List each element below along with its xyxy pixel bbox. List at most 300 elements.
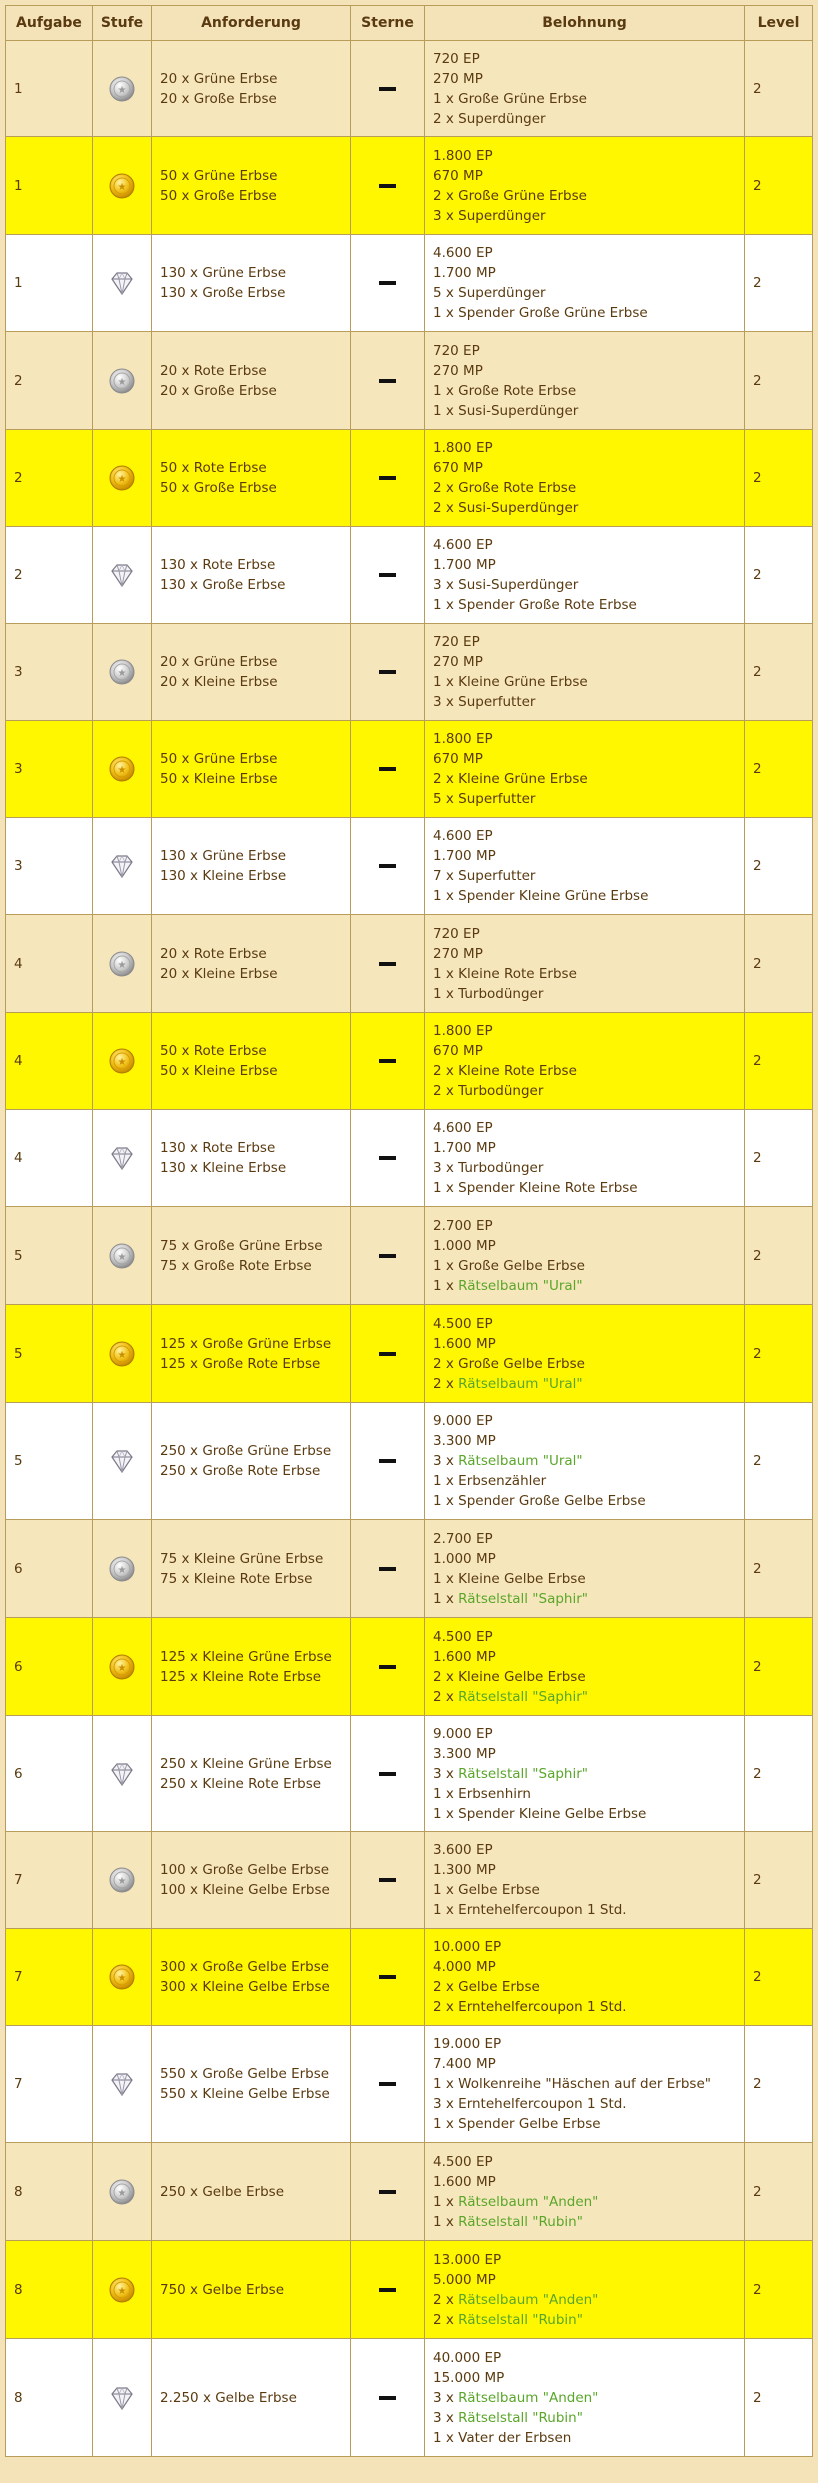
reward-line: 3.300 MP xyxy=(433,1745,496,1762)
dash-icon xyxy=(379,2082,396,2086)
cell-sterne xyxy=(351,1013,425,1110)
table-row xyxy=(6,1110,813,1207)
table-row xyxy=(6,2241,813,2339)
cell-belohnung xyxy=(425,1716,745,1832)
table-row xyxy=(6,41,813,137)
reward-quantity: 3 x xyxy=(433,1453,459,1469)
requirement-line: 75 x Große Rote Erbse xyxy=(160,1257,312,1274)
header-sterne: Sterne xyxy=(351,6,425,41)
cell-belohnung xyxy=(425,41,745,137)
diamond-icon xyxy=(108,567,136,583)
cell-stufe xyxy=(93,1832,152,1929)
dash-icon xyxy=(379,1878,396,1882)
reward-line: 270 MP xyxy=(433,945,483,962)
cell-belohnung xyxy=(425,137,745,235)
reward-line: 1 x Spender Große Gelbe Erbse xyxy=(433,1493,646,1509)
reward-line: 10.000 EP xyxy=(433,1939,502,1955)
cell-aufgabe: 1 xyxy=(6,235,93,332)
cell-belohnung xyxy=(425,2241,745,2339)
dash-icon xyxy=(379,184,396,188)
cell-sterne xyxy=(351,1929,425,2026)
reward-line xyxy=(433,2310,736,2330)
cell-aufgabe: 5 xyxy=(6,1305,93,1403)
reward-line: 2 x Gelbe Erbse xyxy=(433,1979,540,1995)
svg-text:★: ★ xyxy=(117,1251,127,1263)
reward-link[interactable]: Rätselstall "Rubin" xyxy=(458,2213,583,2230)
reward-line: 1 x Kleine Gelbe Erbse xyxy=(433,1570,586,1587)
reward-line: 2 x Große Gelbe Erbse xyxy=(433,1355,585,1372)
reward-line: 1 x Gelbe Erbse xyxy=(433,1882,540,1898)
reward-line: 13.000 EP xyxy=(433,2251,502,2268)
reward-line: 1 x Spender Gelbe Erbse xyxy=(433,2116,601,2132)
dash-icon xyxy=(379,1567,396,1571)
reward-line: 19.000 EP xyxy=(433,2036,502,2052)
cell-anforderung xyxy=(152,1110,351,1207)
cell-sterne xyxy=(351,1520,425,1618)
gold-medal-icon xyxy=(108,178,136,194)
table-row xyxy=(6,137,813,235)
dash-icon xyxy=(379,767,396,771)
requirement-line: 300 x Kleine Gelbe Erbse xyxy=(160,1979,330,1995)
cell-stufe xyxy=(93,332,152,430)
requirement-line: 250 x Kleine Grüne Erbse xyxy=(160,1755,332,1772)
reward-line: 3.600 EP xyxy=(433,1842,493,1858)
cell-anforderung xyxy=(152,2026,351,2143)
dash-icon xyxy=(379,476,396,480)
reward-line: 1 x Spender Kleine Grüne Erbse xyxy=(433,888,649,904)
reward-line: 1 x Erbsenhirn xyxy=(433,1785,531,1802)
reward-link[interactable]: Rätselstall "Rubin" xyxy=(458,2311,583,2328)
cell-stufe xyxy=(93,527,152,624)
cell-stufe xyxy=(93,1305,152,1403)
svg-text:★: ★ xyxy=(117,1973,127,1984)
reward-line: 1.000 MP xyxy=(433,1550,496,1567)
table-row xyxy=(6,1305,813,1403)
reward-line: 9.000 EP xyxy=(433,1725,493,1742)
cell-sterne xyxy=(351,2339,425,2457)
reward-line: 15.000 MP xyxy=(433,2369,505,2386)
svg-text:★: ★ xyxy=(117,376,127,388)
header-aufgabe: Aufgabe xyxy=(6,6,93,41)
silver-medal-icon xyxy=(108,81,136,97)
cell-sterne xyxy=(351,1832,425,1929)
requirement-line: 550 x Große Gelbe Erbse xyxy=(160,2066,330,2082)
requirement-line: 130 x Rote Erbse xyxy=(160,1140,276,1156)
cell-sterne xyxy=(351,624,425,721)
reward-line: 1 x Große Grüne Erbse xyxy=(433,90,587,107)
header-row xyxy=(6,6,813,41)
reward-line: 5 x Superdünger xyxy=(433,285,546,301)
reward-link[interactable]: Rätselstall "Saphir" xyxy=(458,1590,588,1607)
diamond-icon xyxy=(108,2390,136,2406)
cell-anforderung xyxy=(152,1716,351,1832)
svg-text:★: ★ xyxy=(117,1662,127,1674)
cell-anforderung xyxy=(152,41,351,137)
cell-anforderung xyxy=(152,1929,351,2026)
silver-medal-icon xyxy=(108,1872,136,1888)
reward-line: 1 x Spender Kleine Gelbe Erbse xyxy=(433,1805,647,1822)
cell-aufgabe: 4 xyxy=(6,1013,93,1110)
cell-sterne xyxy=(351,332,425,430)
table-row xyxy=(6,818,813,915)
cell-anforderung xyxy=(152,1618,351,1716)
svg-text:★: ★ xyxy=(117,1057,127,1068)
gold-medal-icon xyxy=(108,1659,136,1675)
cell-belohnung xyxy=(425,1520,745,1618)
cell-sterne xyxy=(351,915,425,1013)
reward-line: 7 x Superfutter xyxy=(433,868,536,884)
cell-level: 2 xyxy=(745,818,813,915)
reward-quantity: 2 x xyxy=(433,1375,459,1392)
requirement-line: 250 x Große Grüne Erbse xyxy=(160,1443,332,1459)
cell-level: 2 xyxy=(745,2026,813,2143)
reward-quantity: 2 x xyxy=(433,2291,459,2308)
cell-sterne xyxy=(351,1207,425,1305)
svg-text:★: ★ xyxy=(117,2285,127,2297)
reward-line: 720 EP xyxy=(433,925,480,942)
cell-belohnung xyxy=(425,1207,745,1305)
table-row xyxy=(6,721,813,818)
table-row xyxy=(6,1832,813,1929)
reward-line: 1 x Erbsenzähler xyxy=(433,1473,547,1489)
reward-line: 2 x Große Grüne Erbse xyxy=(433,187,587,204)
cell-stufe xyxy=(93,2026,152,2143)
dash-icon xyxy=(379,281,396,285)
cell-belohnung xyxy=(425,1929,745,2026)
reward-line: 1.700 MP xyxy=(433,265,496,281)
dash-icon xyxy=(379,864,396,868)
cell-stufe xyxy=(93,41,152,137)
reward-line: 1 x Kleine Rote Erbse xyxy=(433,965,577,982)
cell-aufgabe: 7 xyxy=(6,1929,93,2026)
reward-line xyxy=(433,2290,736,2310)
cell-anforderung xyxy=(152,1520,351,1618)
reward-line xyxy=(433,2388,736,2408)
cell-sterne xyxy=(351,235,425,332)
reward-line: 2 x Superdünger xyxy=(433,110,546,127)
reward-line: 1 x Vater der Erbsen xyxy=(433,2429,572,2446)
reward-link[interactable]: Rätselbaum "Ural" xyxy=(458,1277,583,1294)
svg-text:★: ★ xyxy=(117,1564,127,1576)
cell-sterne xyxy=(351,818,425,915)
reward-line: 5.000 MP xyxy=(433,2271,496,2288)
svg-text:★: ★ xyxy=(117,959,127,971)
reward-line: 2 x Kleine Grüne Erbse xyxy=(433,771,588,787)
cell-aufgabe: 3 xyxy=(6,721,93,818)
cell-level: 2 xyxy=(745,235,813,332)
requirement-line: 125 x Kleine Grüne Erbse xyxy=(160,1648,332,1665)
cell-anforderung xyxy=(152,818,351,915)
table-row xyxy=(6,1403,813,1520)
table-row xyxy=(6,2339,813,2457)
reward-line: 3 x Superfutter xyxy=(433,694,536,710)
cell-sterne xyxy=(351,41,425,137)
cell-sterne xyxy=(351,1110,425,1207)
cell-aufgabe: 2 xyxy=(6,527,93,624)
cell-anforderung xyxy=(152,1832,351,1929)
cell-stufe xyxy=(93,430,152,527)
reward-link[interactable]: Rätselbaum "Anden" xyxy=(458,2193,599,2210)
cell-belohnung xyxy=(425,2143,745,2241)
cell-level: 2 xyxy=(745,1618,813,1716)
requirement-line: 50 x Kleine Erbse xyxy=(160,771,278,787)
requirement-line: 2.250 x Gelbe Erbse xyxy=(160,2389,297,2406)
reward-line xyxy=(433,1764,736,1784)
cell-aufgabe: 3 xyxy=(6,818,93,915)
cell-aufgabe: 7 xyxy=(6,1832,93,1929)
silver-medal-icon xyxy=(108,664,136,680)
reward-quantity: 2 x xyxy=(433,2311,459,2328)
cell-sterne xyxy=(351,1305,425,1403)
cell-level: 2 xyxy=(745,2241,813,2339)
requirement-line: 750 x Gelbe Erbse xyxy=(160,2281,285,2298)
svg-text:★: ★ xyxy=(117,1876,127,1887)
dash-icon xyxy=(379,2396,396,2400)
cell-belohnung xyxy=(425,1110,745,1207)
reward-line: 2 x Turbodünger xyxy=(433,1083,544,1099)
svg-text:★: ★ xyxy=(117,668,127,679)
cell-belohnung xyxy=(425,332,745,430)
cell-anforderung xyxy=(152,1403,351,1520)
reward-line: 2.700 EP xyxy=(433,1530,493,1547)
cell-belohnung xyxy=(425,1618,745,1716)
cell-aufgabe: 3 xyxy=(6,624,93,721)
requirement-line: 100 x Kleine Gelbe Erbse xyxy=(160,1882,330,1898)
quest-table xyxy=(5,5,813,2457)
cell-level: 2 xyxy=(745,1110,813,1207)
gold-medal-icon xyxy=(108,1053,136,1069)
svg-text:★: ★ xyxy=(117,765,127,776)
cell-aufgabe: 5 xyxy=(6,1207,93,1305)
requirement-line: 130 x Kleine Erbse xyxy=(160,1160,287,1176)
svg-text:★: ★ xyxy=(117,1349,127,1361)
reward-link[interactable]: Rätselbaum "Anden" xyxy=(458,2291,599,2308)
reward-line: 4.600 EP xyxy=(433,245,493,261)
cell-aufgabe: 2 xyxy=(6,430,93,527)
cell-stufe xyxy=(93,235,152,332)
requirement-line: 125 x Kleine Rote Erbse xyxy=(160,1668,322,1685)
cell-belohnung xyxy=(425,430,745,527)
requirement-line: 50 x Große Erbse xyxy=(160,187,277,204)
reward-link[interactable]: Rätselstall "Saphir" xyxy=(458,1688,588,1705)
table-row xyxy=(6,2026,813,2143)
dash-icon xyxy=(379,1059,396,1063)
cell-stufe xyxy=(93,1520,152,1618)
cell-level: 2 xyxy=(745,1207,813,1305)
cell-stufe xyxy=(93,1716,152,1832)
reward-line: 3 x Erntehelfercoupon 1 Std. xyxy=(433,2096,627,2112)
table-row xyxy=(6,430,813,527)
reward-line: 720 EP xyxy=(433,634,480,650)
reward-line: 3.300 MP xyxy=(433,1433,496,1449)
dash-icon xyxy=(379,1459,396,1463)
cell-level: 2 xyxy=(745,137,813,235)
reward-line: 1 x Wolkenreihe "Häschen auf der Erbse" xyxy=(433,2076,711,2092)
cell-level: 2 xyxy=(745,1716,813,1832)
cell-aufgabe: 8 xyxy=(6,2339,93,2457)
cell-sterne xyxy=(351,1403,425,1520)
cell-stufe xyxy=(93,1618,152,1716)
cell-level: 2 xyxy=(745,1403,813,1520)
reward-line: 4.500 EP xyxy=(433,2153,493,2170)
header-stufe: Stufe xyxy=(93,6,152,41)
dash-icon xyxy=(379,1975,396,1979)
cell-belohnung xyxy=(425,2026,745,2143)
reward-link[interactable]: Rätselstall "Rubin" xyxy=(458,2409,583,2426)
dash-icon xyxy=(379,87,396,91)
cell-anforderung xyxy=(152,235,351,332)
cell-sterne xyxy=(351,137,425,235)
reward-quantity: 1 x xyxy=(433,2213,459,2230)
reward-line: 670 MP xyxy=(433,167,483,184)
cell-stufe xyxy=(93,137,152,235)
reward-line: 1 x Erntehelfercoupon 1 Std. xyxy=(433,1902,627,1918)
requirement-line: 75 x Kleine Grüne Erbse xyxy=(160,1550,324,1567)
dash-icon xyxy=(379,1665,396,1669)
table-row xyxy=(6,332,813,430)
dash-icon xyxy=(379,1772,396,1776)
reward-line: 1 x Große Gelbe Erbse xyxy=(433,1257,585,1274)
cell-belohnung xyxy=(425,1832,745,1929)
cell-stufe xyxy=(93,818,152,915)
reward-line xyxy=(433,2212,736,2232)
reward-quantity: 1 x xyxy=(433,2193,459,2210)
cell-stufe xyxy=(93,1207,152,1305)
reward-line: 3 x Susi-Superdünger xyxy=(433,577,579,593)
header-anforderung: Anforderung xyxy=(152,6,351,41)
cell-belohnung xyxy=(425,1013,745,1110)
cell-sterne xyxy=(351,527,425,624)
reward-quantity: 3 x xyxy=(433,2409,459,2426)
table-row xyxy=(6,1929,813,2026)
table-row xyxy=(6,1618,813,1716)
cell-anforderung xyxy=(152,430,351,527)
requirement-line: 75 x Große Grüne Erbse xyxy=(160,1237,323,1254)
reward-line: 270 MP xyxy=(433,654,483,670)
requirement-line: 300 x Große Gelbe Erbse xyxy=(160,1959,330,1975)
cell-anforderung xyxy=(152,137,351,235)
reward-link[interactable]: Rätselbaum "Ural" xyxy=(458,1375,583,1392)
requirement-line: 20 x Rote Erbse xyxy=(160,362,267,379)
requirement-line: 130 x Große Erbse xyxy=(160,577,286,593)
dash-icon xyxy=(379,379,396,383)
gold-medal-icon xyxy=(108,1969,136,1985)
reward-link[interactable]: Rätselstall "Saphir" xyxy=(458,1765,588,1782)
requirement-line: 130 x Rote Erbse xyxy=(160,557,276,573)
cell-aufgabe: 8 xyxy=(6,2241,93,2339)
reward-line: 4.600 EP xyxy=(433,537,493,553)
cell-aufgabe: 7 xyxy=(6,2026,93,2143)
cell-aufgabe: 6 xyxy=(6,1520,93,1618)
cell-stufe xyxy=(93,1110,152,1207)
cell-sterne xyxy=(351,1716,425,1832)
reward-line: 1 x Susi-Superdünger xyxy=(433,402,579,419)
cell-level: 2 xyxy=(745,430,813,527)
cell-stufe xyxy=(93,2143,152,2241)
reward-quantity: 3 x xyxy=(433,2389,459,2406)
requirement-line: 250 x Gelbe Erbse xyxy=(160,2183,285,2200)
cell-level: 2 xyxy=(745,2339,813,2457)
cell-aufgabe: 5 xyxy=(6,1403,93,1520)
cell-aufgabe: 4 xyxy=(6,1110,93,1207)
reward-line: 7.400 MP xyxy=(433,2056,496,2072)
cell-level: 2 xyxy=(745,1013,813,1110)
reward-line: 2.700 EP xyxy=(433,1217,493,1234)
cell-aufgabe: 8 xyxy=(6,2143,93,2241)
reward-line: 1.600 MP xyxy=(433,1335,496,1352)
reward-line: 1.700 MP xyxy=(433,557,496,573)
reward-link[interactable]: Rätselbaum "Ural" xyxy=(458,1453,583,1469)
requirement-line: 20 x Große Erbse xyxy=(160,90,277,107)
cell-belohnung xyxy=(425,527,745,624)
cell-anforderung xyxy=(152,915,351,1013)
reward-link[interactable]: Rätselbaum "Anden" xyxy=(458,2389,599,2406)
cell-level: 2 xyxy=(745,915,813,1013)
diamond-icon xyxy=(108,858,136,874)
requirement-line: 75 x Kleine Rote Erbse xyxy=(160,1570,313,1587)
silver-medal-icon xyxy=(108,2184,136,2200)
reward-line: 3 x Superdünger xyxy=(433,207,546,224)
cell-stufe xyxy=(93,1013,152,1110)
cell-level: 2 xyxy=(745,721,813,818)
cell-level: 2 xyxy=(745,1305,813,1403)
cell-anforderung xyxy=(152,2241,351,2339)
cell-belohnung xyxy=(425,818,745,915)
cell-belohnung xyxy=(425,2339,745,2457)
cell-level: 2 xyxy=(745,2143,813,2241)
reward-line: 9.000 EP xyxy=(433,1413,493,1429)
reward-line: 4.600 EP xyxy=(433,1120,493,1136)
dash-icon xyxy=(379,2288,396,2292)
reward-line xyxy=(433,1276,736,1296)
reward-line: 1.800 EP xyxy=(433,440,493,456)
cell-stufe xyxy=(93,1403,152,1520)
cell-aufgabe: 1 xyxy=(6,137,93,235)
reward-line: 2 x Erntehelfercoupon 1 Std. xyxy=(433,1999,627,2015)
reward-line xyxy=(433,2408,736,2428)
cell-anforderung xyxy=(152,1207,351,1305)
cell-sterne xyxy=(351,2241,425,2339)
reward-line: 1 x Spender Große Grüne Erbse xyxy=(433,305,648,321)
dash-icon xyxy=(379,670,396,674)
cell-belohnung xyxy=(425,1305,745,1403)
cell-stufe xyxy=(93,2241,152,2339)
dash-icon xyxy=(379,1254,396,1258)
reward-line: 2 x Kleine Gelbe Erbse xyxy=(433,1668,586,1685)
reward-quantity: 1 x xyxy=(433,1277,459,1294)
requirement-line: 125 x Große Grüne Erbse xyxy=(160,1335,332,1352)
requirement-line: 130 x Grüne Erbse xyxy=(160,265,287,281)
table-row xyxy=(6,624,813,721)
reward-line: 1.800 EP xyxy=(433,147,493,164)
cell-anforderung xyxy=(152,332,351,430)
silver-medal-icon xyxy=(108,1248,136,1264)
cell-belohnung xyxy=(425,721,745,818)
silver-medal-icon xyxy=(108,1561,136,1577)
reward-line: 1.600 MP xyxy=(433,1648,496,1665)
requirement-line: 125 x Große Rote Erbse xyxy=(160,1355,321,1372)
silver-medal-icon xyxy=(108,373,136,389)
requirement-line: 20 x Kleine Erbse xyxy=(160,674,278,690)
cell-level: 2 xyxy=(745,332,813,430)
reward-line: 1 x Spender Große Rote Erbse xyxy=(433,597,637,613)
cell-stufe xyxy=(93,1929,152,2026)
cell-stufe xyxy=(93,624,152,721)
cell-stufe xyxy=(93,721,152,818)
cell-belohnung xyxy=(425,235,745,332)
header-level: Level xyxy=(745,6,813,41)
reward-line: 270 MP xyxy=(433,362,483,379)
